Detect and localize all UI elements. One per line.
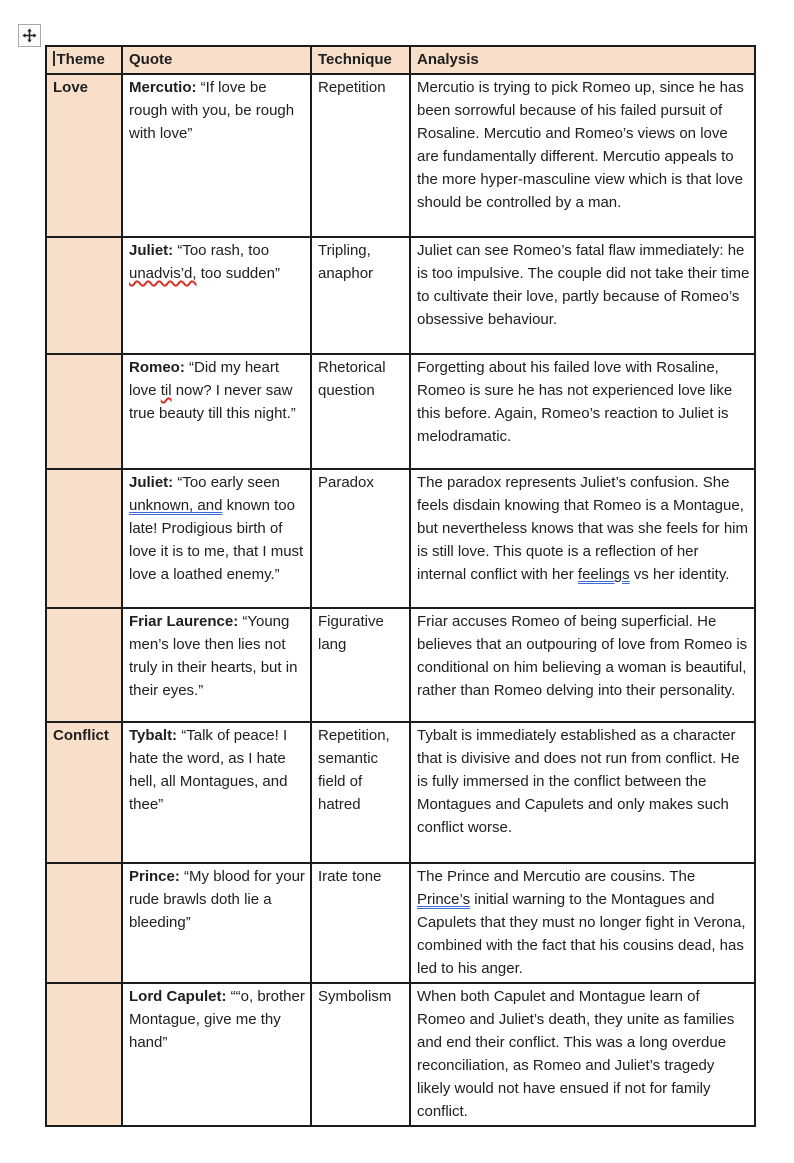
header-analysis[interactable] xyxy=(410,46,755,74)
text-run: Lord Capulet: xyxy=(129,988,231,1005)
analysis-cell[interactable] xyxy=(410,608,755,722)
theme-cell[interactable] xyxy=(46,469,122,608)
text-run: vs her identity. xyxy=(629,566,730,583)
text-run: “Too early seen xyxy=(177,474,280,491)
quote-cell[interactable] xyxy=(122,722,311,863)
table-row xyxy=(46,983,755,1126)
text-run: Juliet: xyxy=(129,474,178,491)
text-run: Tybalt: xyxy=(129,727,182,744)
text-run: The Prince and Mercutio are cousins. The xyxy=(417,868,696,885)
text-run: Tybalt is immediately established as a character that is divisive and does not run from conflict. He is fully immersed in the conflict between the Montagues and Capulets and only makes such conflict worse. xyxy=(417,727,740,836)
quote-cell[interactable] xyxy=(122,469,311,608)
text-run: too sudden” xyxy=(196,265,280,282)
theme-cell[interactable]: Love xyxy=(46,74,122,237)
technique-cell[interactable]: Irate tone xyxy=(311,863,410,983)
technique-cell[interactable]: Figurative lang xyxy=(311,608,410,722)
analysis-cell[interactable] xyxy=(410,354,755,469)
technique-cell[interactable]: Repetition, semantic field of hatred xyxy=(311,722,410,863)
text-cursor xyxy=(53,51,55,66)
theme-cell[interactable] xyxy=(46,983,122,1126)
quote-cell[interactable] xyxy=(122,74,311,237)
quote-cell[interactable] xyxy=(122,237,311,354)
quotes-table-body xyxy=(46,74,755,1126)
header-label: Technique xyxy=(318,51,392,68)
table-row xyxy=(46,74,755,237)
analysis-cell[interactable] xyxy=(410,74,755,237)
text-run: Friar Laurence: xyxy=(129,613,243,630)
text-run: unknown, and xyxy=(129,497,223,514)
move-arrows-icon xyxy=(22,28,37,43)
theme-cell[interactable] xyxy=(46,237,122,354)
analysis-cell[interactable] xyxy=(410,983,755,1126)
quotes-table xyxy=(45,45,756,1127)
quote-cell[interactable] xyxy=(122,863,311,983)
text-run: initial warning to the Montagues and Capulets that they must no longer fight in Verona, combined with the fact that his cousins dead, has led to his anger. xyxy=(417,891,746,977)
table-row xyxy=(46,863,755,983)
theme-cell[interactable] xyxy=(46,863,122,983)
header-quote[interactable] xyxy=(122,46,311,74)
technique-cell[interactable]: Tripling, anaphor xyxy=(311,237,410,354)
text-run: “Too rash, too xyxy=(177,242,270,259)
text-run: Mercutio: xyxy=(129,79,201,96)
header-theme[interactable] xyxy=(46,46,122,74)
technique-cell[interactable]: Repetition xyxy=(311,74,410,237)
header-label: Quote xyxy=(129,51,173,68)
theme-cell[interactable]: Conflict xyxy=(46,722,122,863)
table-row xyxy=(46,722,755,863)
header-technique[interactable] xyxy=(311,46,410,74)
text-run: When both Capulet and Montague learn of Romeo and Juliet’s death, they unite as families and end their conflict. This was a long overdue reconciliation, as Romeo and Juliet’s tragedy likely would not have ensued if not for family conflict. xyxy=(417,988,735,1120)
text-run: unadvis’d, xyxy=(129,265,197,282)
text-run: known too late! Prodigious birth of love it is to me, that I must love a loathed enemy.” xyxy=(129,497,304,583)
text-run: “Young men’s love then lies not truly in their hearts, but in their eyes.” xyxy=(129,613,298,699)
technique-cell[interactable]: Symbolism xyxy=(311,983,410,1126)
analysis-cell[interactable] xyxy=(410,237,755,354)
header-label: Theme xyxy=(56,51,105,68)
text-run: feelings xyxy=(577,566,630,583)
text-run: Friar accuses Romeo of being superficial. He believes that an outpouring of love from Romeo is conditional on him believing a woman is beautiful, rather than Romeo delving into their personality. xyxy=(417,613,748,699)
text-run: Mercutio is trying to pick Romeo up, since he has been sorrowful because of his failed pursuit of Rosaline. Mercutio and Romeo’s views on love are fundamentally different. Mercutio appeals to the more hyper-masculine view which is that love should be controlled by a man. xyxy=(417,79,744,211)
table-move-handle[interactable] xyxy=(18,24,41,47)
table-row xyxy=(46,354,755,469)
text-run: Forgetting about his failed love with Rosaline, Romeo is sure he has not experienced love like this before. Again, Romeo’s reaction to Juliet is melodramatic. xyxy=(417,359,733,445)
technique-cell[interactable]: Paradox xyxy=(311,469,410,608)
text-run: “If love be rough with you, be rough with love” xyxy=(129,79,295,142)
quote-cell[interactable] xyxy=(122,983,311,1126)
table-row xyxy=(46,608,755,722)
text-run: The paradox represents Juliet’s confusion. She feels disdain knowing that Romeo is a Montague, but nevertheless knows that was she feels for him is still love. This quote is a reflection of her internal conflict with her xyxy=(417,474,748,583)
table-header xyxy=(46,46,755,74)
table-row xyxy=(46,469,755,608)
text-run: now? I never saw true beauty till this night.” xyxy=(129,382,296,422)
header-row xyxy=(46,46,755,74)
analysis-cell[interactable] xyxy=(410,722,755,863)
header-label: Analysis xyxy=(417,51,479,68)
text-run: Prince’s xyxy=(417,891,471,908)
quote-cell[interactable] xyxy=(122,608,311,722)
text-run: Romeo: xyxy=(129,359,189,376)
quote-cell[interactable] xyxy=(122,354,311,469)
theme-cell[interactable] xyxy=(46,608,122,722)
text-run: “Did my heart love xyxy=(129,359,280,399)
theme-cell[interactable] xyxy=(46,354,122,469)
text-run: Juliet can see Romeo’s fatal flaw immediately: he is too impulsive. The couple did not take their time to cultivate their love, partly because of Romeo’s obsessive behaviour. xyxy=(417,242,750,328)
text-run: ““o, brother Montague, give me thy hand” xyxy=(129,988,305,1051)
technique-cell[interactable]: Rhetorical question xyxy=(311,354,410,469)
text-run: til xyxy=(160,382,172,399)
analysis-cell[interactable] xyxy=(410,863,755,983)
text-run: “Talk of peace! I hate the word, as I hate hell, all Montagues, and thee” xyxy=(129,727,288,813)
analysis-cell[interactable] xyxy=(410,469,755,608)
text-run: Juliet: xyxy=(129,242,178,259)
table-row xyxy=(46,237,755,354)
text-run: “My blood for your rude brawls doth lie a bleeding” xyxy=(129,868,305,931)
text-run: Prince: xyxy=(129,868,185,885)
